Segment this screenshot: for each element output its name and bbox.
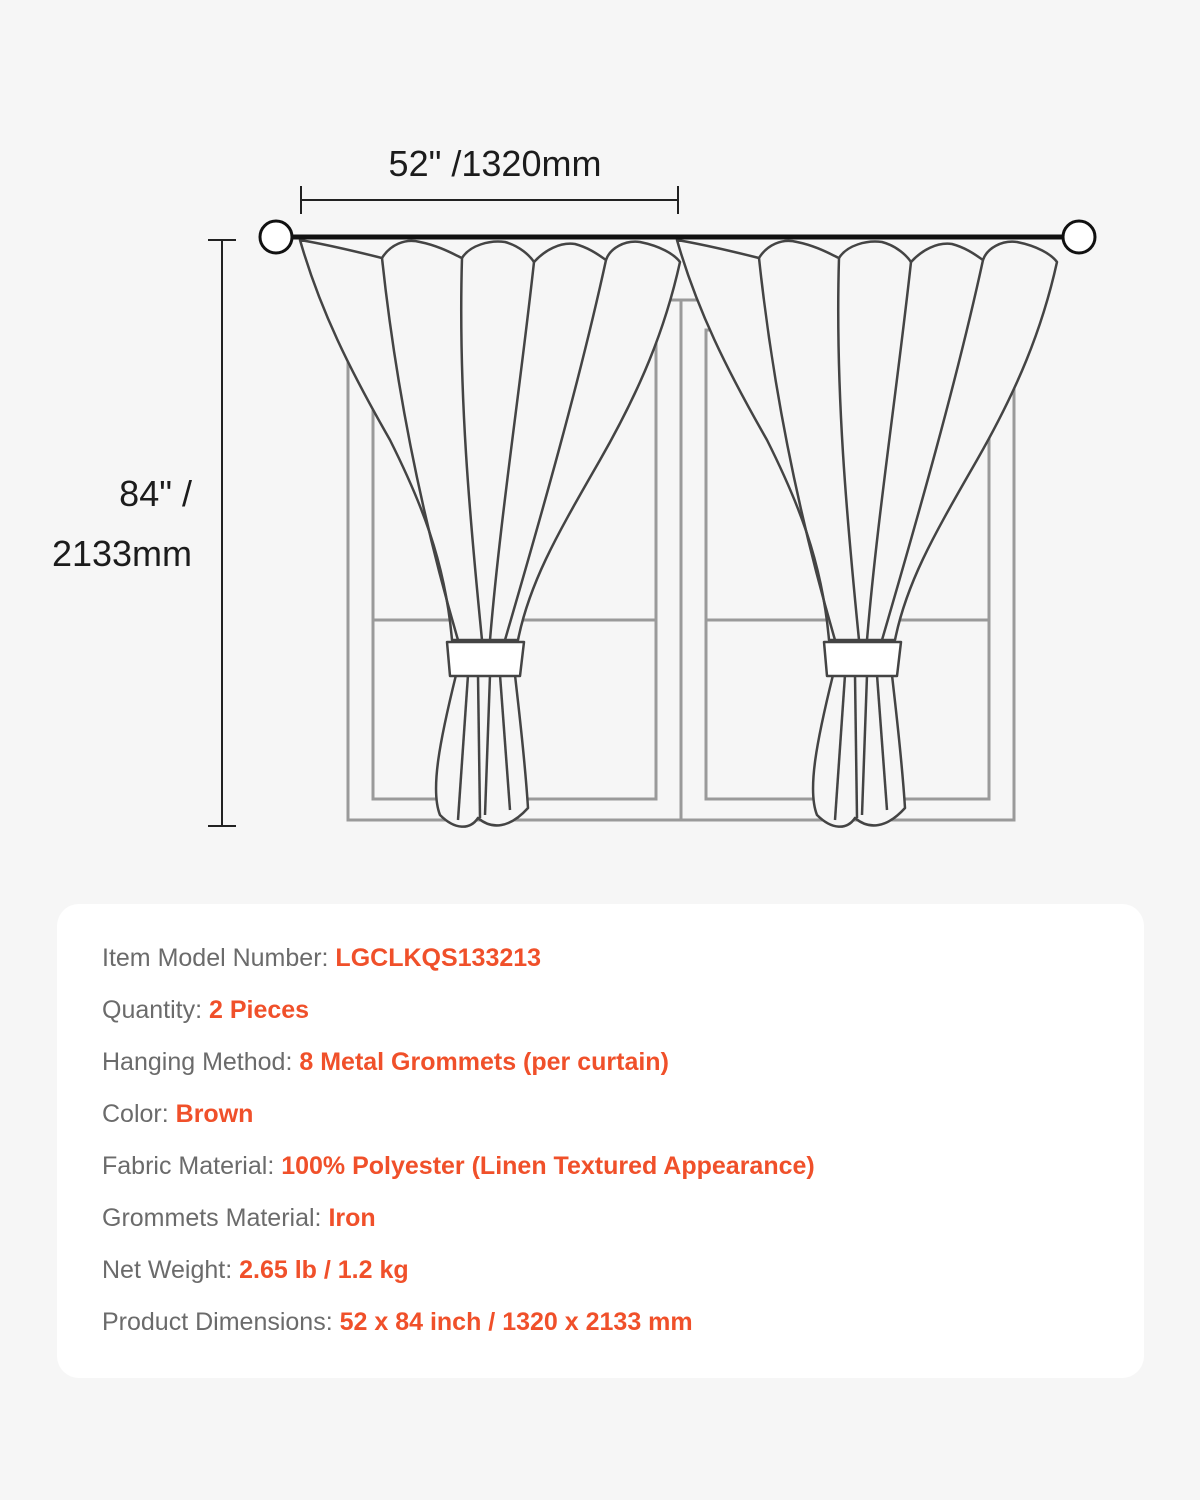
- spec-value: Brown: [175, 1100, 254, 1128]
- spec-row-hanging-method: [102, 1038, 815, 1090]
- curtain-rod: [260, 221, 1095, 253]
- width-dimension-line: [301, 186, 678, 214]
- spec-row-fabric-material: [102, 1142, 815, 1194]
- spec-row-net-weight: [102, 1246, 815, 1298]
- spec-row-grommets-material: [102, 1194, 815, 1246]
- left-curtain: [300, 240, 680, 827]
- spec-row-color: [102, 1090, 815, 1142]
- rod-finial-left: [260, 221, 292, 253]
- spec-list: [102, 934, 815, 1350]
- spec-value: 2 Pieces: [209, 996, 310, 1024]
- spec-label: Grommets Material:: [102, 1204, 329, 1232]
- spec-value: LGCLKQS133213: [335, 944, 542, 972]
- spec-label: Product Dimensions:: [102, 1308, 340, 1336]
- spec-value: 52 x 84 inch / 1320 x 2133 mm: [339, 1308, 693, 1336]
- height-label-line2: 2133mm: [51, 533, 192, 574]
- height-label-line1: 84" /: [119, 473, 192, 514]
- spec-value: 8 Metal Grommets (per curtain): [299, 1048, 669, 1076]
- spec-label: Hanging Method:: [102, 1048, 300, 1076]
- spec-value: Iron: [328, 1204, 376, 1232]
- spec-label: Quantity:: [102, 996, 209, 1024]
- height-dimension-line: [208, 240, 236, 826]
- rod-finial-right: [1063, 221, 1095, 253]
- height-dimension-label: [30, 472, 192, 592]
- spec-value: 2.65 lb / 1.2 kg: [239, 1256, 409, 1284]
- spec-label: Fabric Material:: [102, 1152, 282, 1180]
- spec-label: Item Model Number:: [102, 944, 336, 972]
- right-curtain: [677, 240, 1057, 827]
- spec-card: [57, 904, 1144, 1378]
- spec-row-model-number: [102, 934, 815, 986]
- spec-label: Net Weight:: [102, 1256, 240, 1284]
- spec-value: 100% Polyester (Linen Textured Appearance): [281, 1152, 815, 1180]
- spec-label: Color:: [102, 1100, 176, 1128]
- width-dimension-label: 52" /1320mm: [388, 143, 602, 184]
- spec-row-product-dimensions: [102, 1298, 815, 1350]
- spec-row-quantity: [102, 986, 815, 1038]
